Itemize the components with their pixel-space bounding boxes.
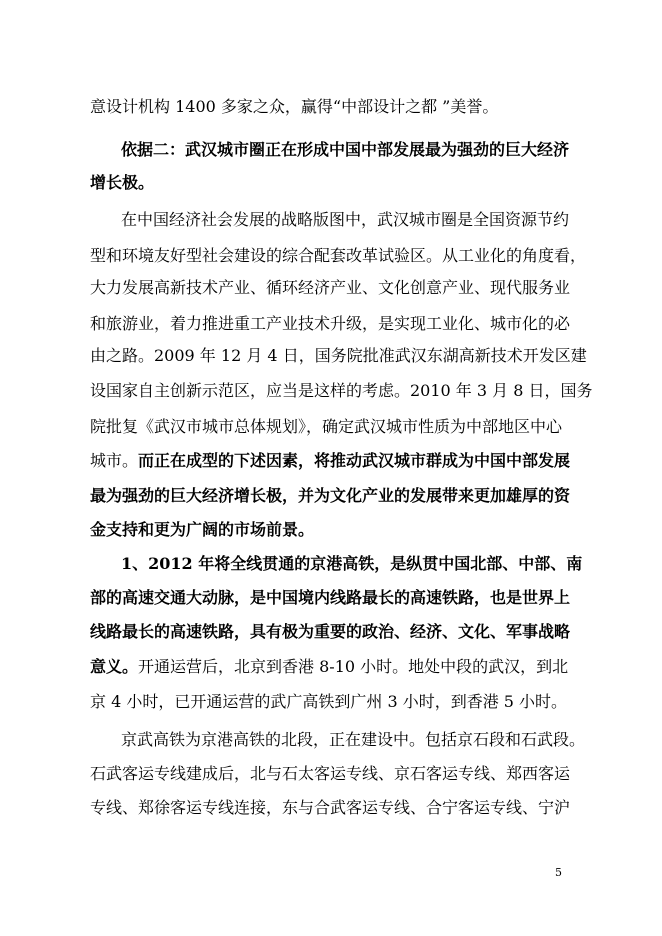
text-line bbox=[121, 140, 601, 160]
text-run: 京 4 小时，已开通运营的武广高铁到广州 3 小时，到香港 5 小时。 bbox=[90, 692, 568, 711]
bold-text-run: 线路最长的高速铁路，具有极为重要的政治、经济、文化、军事战略 bbox=[90, 622, 571, 641]
text-run: 型和环境友好型社会建设的综合配套改革试验区。从工业化的角度看， bbox=[90, 246, 587, 265]
text-run: 专线、郑徐客运专线连接，东与合武客运专线、合宁客运专线、宁沪 bbox=[90, 798, 571, 817]
text-line bbox=[90, 520, 570, 540]
text-line bbox=[90, 278, 570, 298]
text-line bbox=[90, 588, 570, 608]
text-line bbox=[121, 210, 601, 230]
bold-text-run: 依据二：武汉城市圈正在形成中国中部发展最为强劲的巨大经济 bbox=[121, 140, 570, 159]
text-line bbox=[90, 657, 570, 677]
text-run: 由之路。2009 年 12 月 4 日，国务院批准武汉东湖高新技术开发区建 bbox=[90, 346, 587, 365]
text-line bbox=[90, 451, 570, 471]
text-run: 在中国经济社会发展的战略版图中，武汉城市圈是全国资源节约 bbox=[121, 210, 570, 229]
text-run: 开通运营后，北京到香港 8-10 小时。地处中段的武汉，到北 bbox=[138, 657, 569, 676]
bold-text-run: 金支持和更为广阔的市场前景。 bbox=[90, 520, 315, 539]
text-run: 京武高铁为京港高铁的北段，正在建设中。包括京石段和石武段。 bbox=[121, 730, 586, 749]
text-run: 院批复《武汉市城市总体规划》，确定武汉城市性质为中部地区中心 bbox=[90, 417, 563, 436]
text-run: 意设计机构 1400 多家之众，赢得“中部设计之都 ”美誉。 bbox=[90, 97, 499, 116]
page-number: 5 bbox=[555, 866, 562, 879]
bold-text-run: 而正在成型的下述因素，将推动武汉城市群成为中国中部发展 bbox=[138, 451, 571, 470]
text-line bbox=[90, 486, 570, 506]
text-line bbox=[90, 381, 593, 401]
bold-text-run: 最为强劲的巨大经济增长极，并为文化产业的发展带来更加雄厚的资 bbox=[90, 486, 571, 505]
text-line bbox=[90, 764, 570, 784]
text-line bbox=[90, 798, 570, 818]
text-line bbox=[90, 622, 570, 642]
text-run: 大力发展高新技术产业、循环经济产业、文化创意产业、现代服务业 bbox=[90, 278, 571, 297]
text-line bbox=[90, 246, 587, 266]
text-line bbox=[90, 173, 570, 193]
text-line bbox=[121, 554, 601, 574]
text-line bbox=[121, 730, 601, 750]
text-line bbox=[90, 97, 570, 117]
bold-text-run: 增长极。 bbox=[90, 173, 155, 192]
text-line bbox=[90, 346, 587, 366]
bold-text-run: 意义。 bbox=[90, 657, 139, 676]
bold-text-run: 1、2012 年将全线贯通的京港高铁，是纵贯中国北部、中部、南 bbox=[121, 554, 583, 573]
bold-text-run: 部的高速交通大动脉，是中国境内线路最长的高速铁路，也是世界上 bbox=[90, 588, 571, 607]
text-run: 和旅游业，着力推进重工产业技术升级，是实现工业化、城市化的必 bbox=[90, 314, 571, 333]
text-run: 石武客运专线建成后，北与石太客运专线、京石客运专线、郑西客运 bbox=[90, 764, 571, 783]
text-run: 城市。 bbox=[90, 451, 139, 470]
text-line bbox=[90, 417, 570, 437]
text-line bbox=[90, 692, 570, 712]
text-run: 设国家自主创新示范区，应当是这样的考虑。2010 年 3 月 8 日，国务 bbox=[90, 381, 593, 400]
text-line bbox=[90, 314, 570, 334]
